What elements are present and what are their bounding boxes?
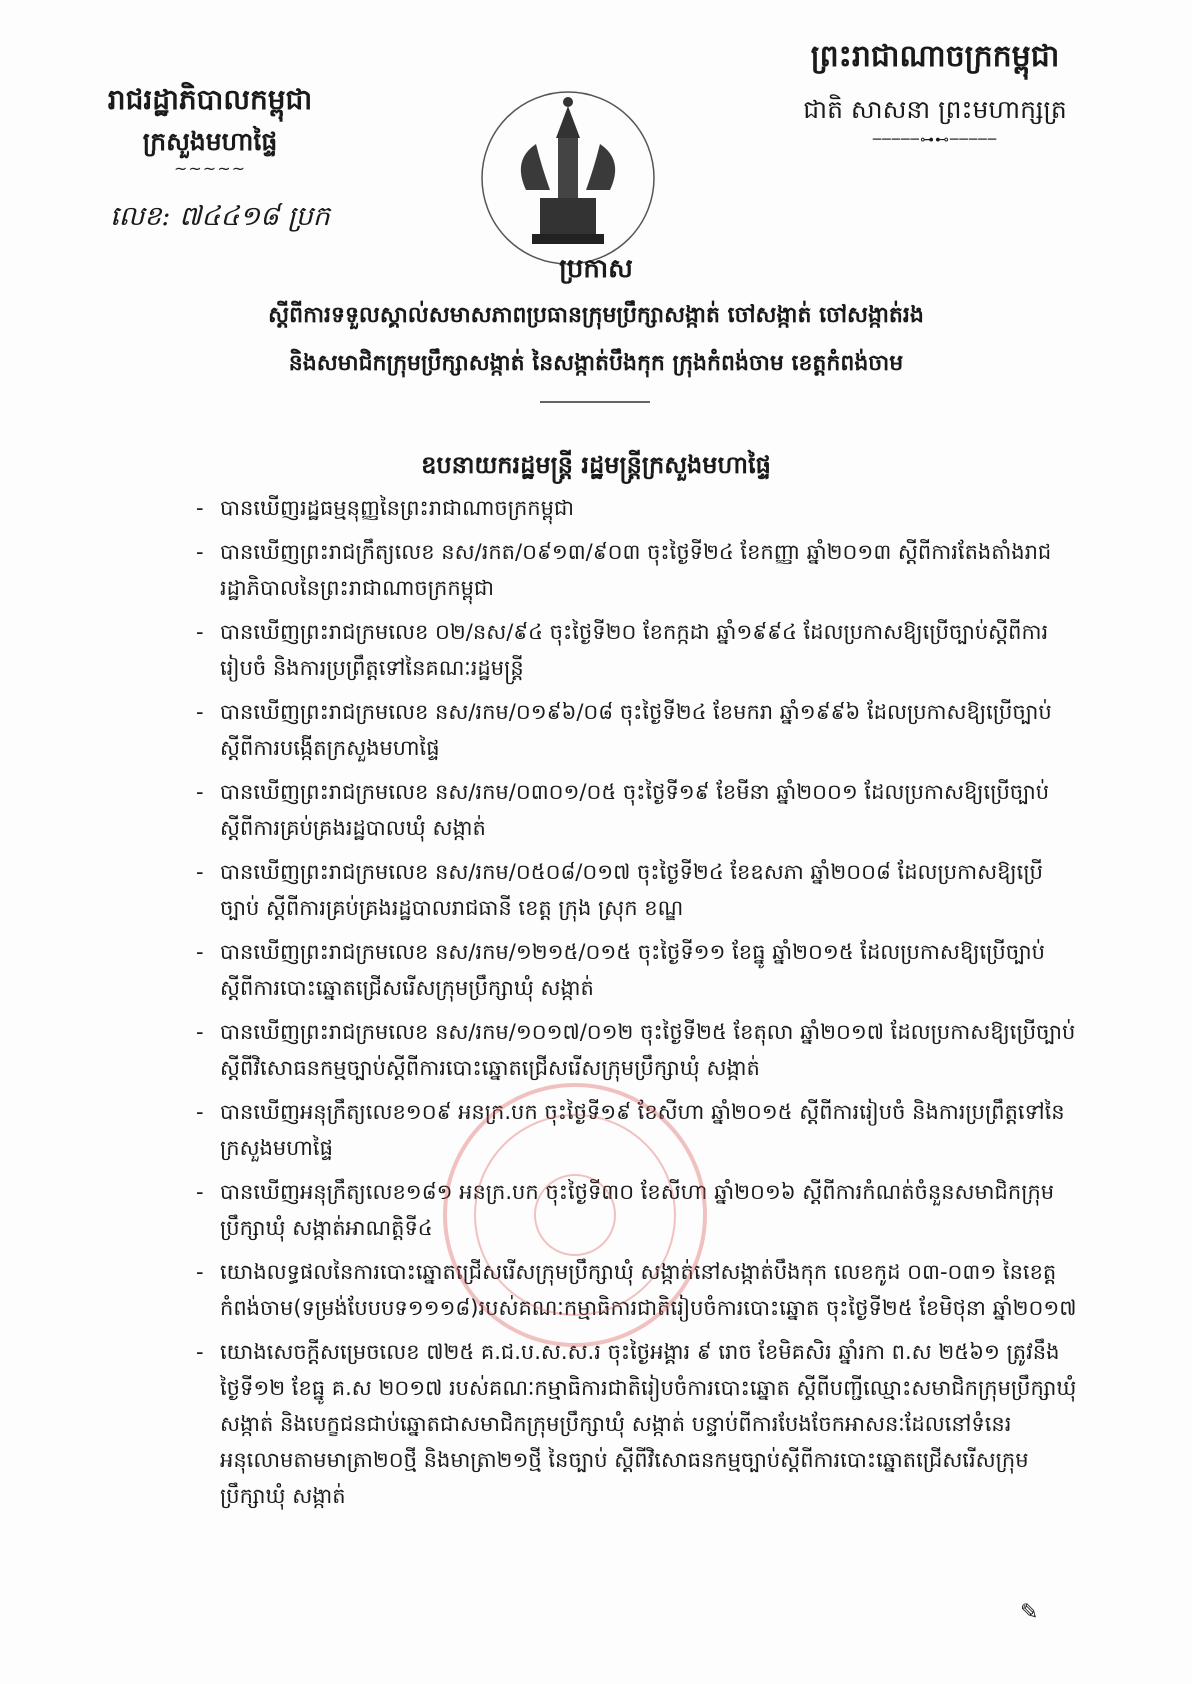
legal-basis-list — [196, 490, 1078, 1522]
kingdom-header — [770, 36, 1100, 148]
list-item: - បានឃើញព្រះរាជក្រមលេខ នស/រកម/១២១៥/០១៥ ចុះថ្ងៃទី១១ ខែធ្នូ ឆ្នាំ២០១៥ ដែលប្រកាសឱ្យប្រើច្បាប់ ស្តីពីការបោះឆ្នោតជ្រើសរើសក្រុមប្រឹក្សាឃុំ សង្កាត់ — [196, 940, 1045, 1000]
subject-line-2: និងសមាជិកក្រុមប្រឹក្សាសង្កាត់ នៃសង្កាត់បឹងកុក ក្រុងកំពង់ចាម ខេត្តកំពង់ចាម — [288, 351, 904, 376]
list-item: - បានឃើញអនុក្រឹត្យលេខ១៨១ អនក្រ.បក ចុះថ្ងៃទី៣០ ខែសីហា ឆ្នាំ២០១៦ ស្តីពីការកំណត់ចំនួនសមាជិកក្រុមប្រឹក្សាឃុំ សង្កាត់អាណត្តិទី៤ — [196, 1180, 1055, 1240]
kingdom-name: ព្រះរាជាណាចក្រកម្ពុជា — [810, 39, 1060, 74]
national-motto: ជាតិ សាសនា ព្រះមហាក្សត្រ — [803, 95, 1067, 124]
header-decoration: ~~~~~ — [173, 159, 247, 178]
government-name: រាជរដ្ឋាភិបាលកម្ពុជា — [107, 83, 313, 116]
royal-emblem-icon — [468, 78, 668, 278]
issuer-title: ឧបនាយករដ្ឋមន្ត្រី រដ្ឋមន្ត្រីក្រសួងមហាផ្ទៃ — [421, 451, 771, 479]
list-item: - បានឃើញព្រះរាជក្រមលេខ នស/រកម/១០១៧/០១២ ចុះថ្ងៃទី២៥ ខែតុលា ឆ្នាំ២០១៧ ដែលប្រកាសឱ្យប្រើច្បាប់ ស្តីពីវិសោធនកម្មច្បាប់ស្តីពីការបោះឆ្នោតជ្រើសរើសក្រុមប្រឹក្សាឃុំ សង្កាត់ — [196, 1020, 1076, 1080]
ministry-name: ក្រសួងមហាផ្ទៃ — [142, 127, 278, 156]
list-item: - បានឃើញព្រះរាជក្រមលេខ ០២/នស/៩៤ ចុះថ្ងៃទី២០ ខែកក្កដា ឆ្នាំ១៩៩៤ ដែលប្រកាសឱ្យប្រើច្បាប់ស្តីពីការរៀបចំ និងការប្រព្រឹត្តទៅនៃគណៈរដ្ឋមន្ត្រី — [196, 620, 1049, 680]
subject-line-1: ស្តីពីការទទួលស្គាល់សមាសភាពប្រធានក្រុមប្រឹក្សាសង្កាត់ ចៅសង្កាត់ ចៅសង្កាត់រង — [268, 303, 924, 328]
motto-decoration: ─────⊶⊷───── — [872, 132, 998, 148]
document-subject — [150, 292, 1042, 388]
list-item: - បានឃើញអនុក្រឹត្យលេខ១០៩ អនក្រ.បក ចុះថ្ងៃទី១៩ ខែសីហា ឆ្នាំ២០១៥ ស្តីពីការរៀបចំ និងការប្រព្រឹត្តទៅនៃក្រសួងមហាផ្ទៃ — [196, 1100, 1065, 1160]
list-item: - បានឃើញព្រះរាជក្រមលេខ នស/រកម/០៥០៨/០១៧ ចុះថ្ងៃទី២៤ ខែឧសភា ឆ្នាំ២០០៨ ដែលប្រកាសឱ្យប្រើច្បាប់ ស្តីពីការគ្រប់គ្រងរដ្ឋបាលរាជធានី ខេត្ត ក្រុង ស្រុក ខណ្ឌ — [196, 860, 1043, 920]
list-item: - យោងលទ្ធផលនៃការបោះឆ្នោតជ្រើសរើសក្រុមប្រឹក្សាឃុំ សង្កាត់នៅសង្កាត់បឹងកុក លេខកូដ ០៣-០៣១ នៃខេត្តកំពង់ចាម(ទម្រង់បែបបទ១១១៨)របស់គណៈកម្មាធិការជាតិរៀបចំការបោះឆ្នោត ចុះថ្ងៃទី២៥ ខែមិថុនា ឆ្នាំ២០១៧ — [196, 1260, 1077, 1320]
reference-number: លេខ: ៧៤៤១៨ ប្រក — [110, 201, 330, 232]
title-divider — [540, 400, 650, 404]
list-item: - យោងសេចក្តីសម្រេចលេខ ៧២៥ គ.ជ.ប.ស.ស.រ ចុះថ្ងៃអង្គារ ៩ រោច ខែមិគសិរ ឆ្នាំរកា ព.ស ២៥៦១ ត្រូវនឹងថ្ងៃទី១២ ខែធ្នូ គ.ស ២០១៧ របស់គណៈកម្មាធិការជាតិរៀបចំការបោះឆ្នោត ស្តីពីបញ្ជីឈ្មោះសមាជិកក្រុមប្រឹក្សាឃុំ សង្កាត់ និងបេក្ខជនជាប់ឆ្នោតជាសមាជិកក្រុមប្រឹក្សាឃុំ សង្កាត់ បន្ទាប់ពីការបែងចែកអាសនៈដែលនៅទំនេរអនុលោមតាមមាត្រា២០ថ្មី និងមាត្រា២១ថ្មី នៃច្បាប់ ស្តីពីវិសោធនកម្មច្បាប់ស្តីពីការបោះឆ្នោតជ្រើសរើសក្រុមប្រឹក្សាឃុំ សង្កាត់ — [196, 1340, 1077, 1508]
initial-mark-icon: ✎ — [1020, 1600, 1039, 1625]
ministry-header — [80, 80, 340, 178]
list-item: - បានឃើញព្រះរាជក្រឹត្យលេខ នស/រកត/០៩១៣/៩០៣ ចុះថ្ងៃទី២៤ ខែកញ្ញា ឆ្នាំ២០១៣ ស្តីពីការតែងតាំងរាជរដ្ឋាភិបាលនៃព្រះរាជាណាចក្រកម្ពុជា — [196, 540, 1052, 600]
list-item: - បានឃើញព្រះរាជក្រមលេខ នស/រកម/០១៩៦/០៨ ចុះថ្ងៃទី២៤ ខែមករា ឆ្នាំ១៩៩៦ ដែលប្រកាសឱ្យប្រើច្បាប់ ស្តីពីការបង្កើតក្រសួងមហាផ្ទៃ — [196, 700, 1052, 760]
document-type: ប្រកាស — [559, 254, 633, 284]
list-item: - បានឃើញព្រះរាជក្រមលេខ នស/រកម/០៣០១/០៥ ចុះថ្ងៃទី១៩ ខែមីនា ឆ្នាំ២០០១ ដែលប្រកាសឱ្យប្រើច្បាប់ ស្តីពីការគ្រប់គ្រងរដ្ឋបាលឃុំ សង្កាត់ — [196, 780, 1050, 840]
official-red-seal-icon — [435, 1075, 715, 1355]
list-item: - បានឃើញរដ្ឋធម្មនុញ្ញនៃព្រះរាជាណាចក្រកម្ពុជា — [196, 496, 574, 520]
